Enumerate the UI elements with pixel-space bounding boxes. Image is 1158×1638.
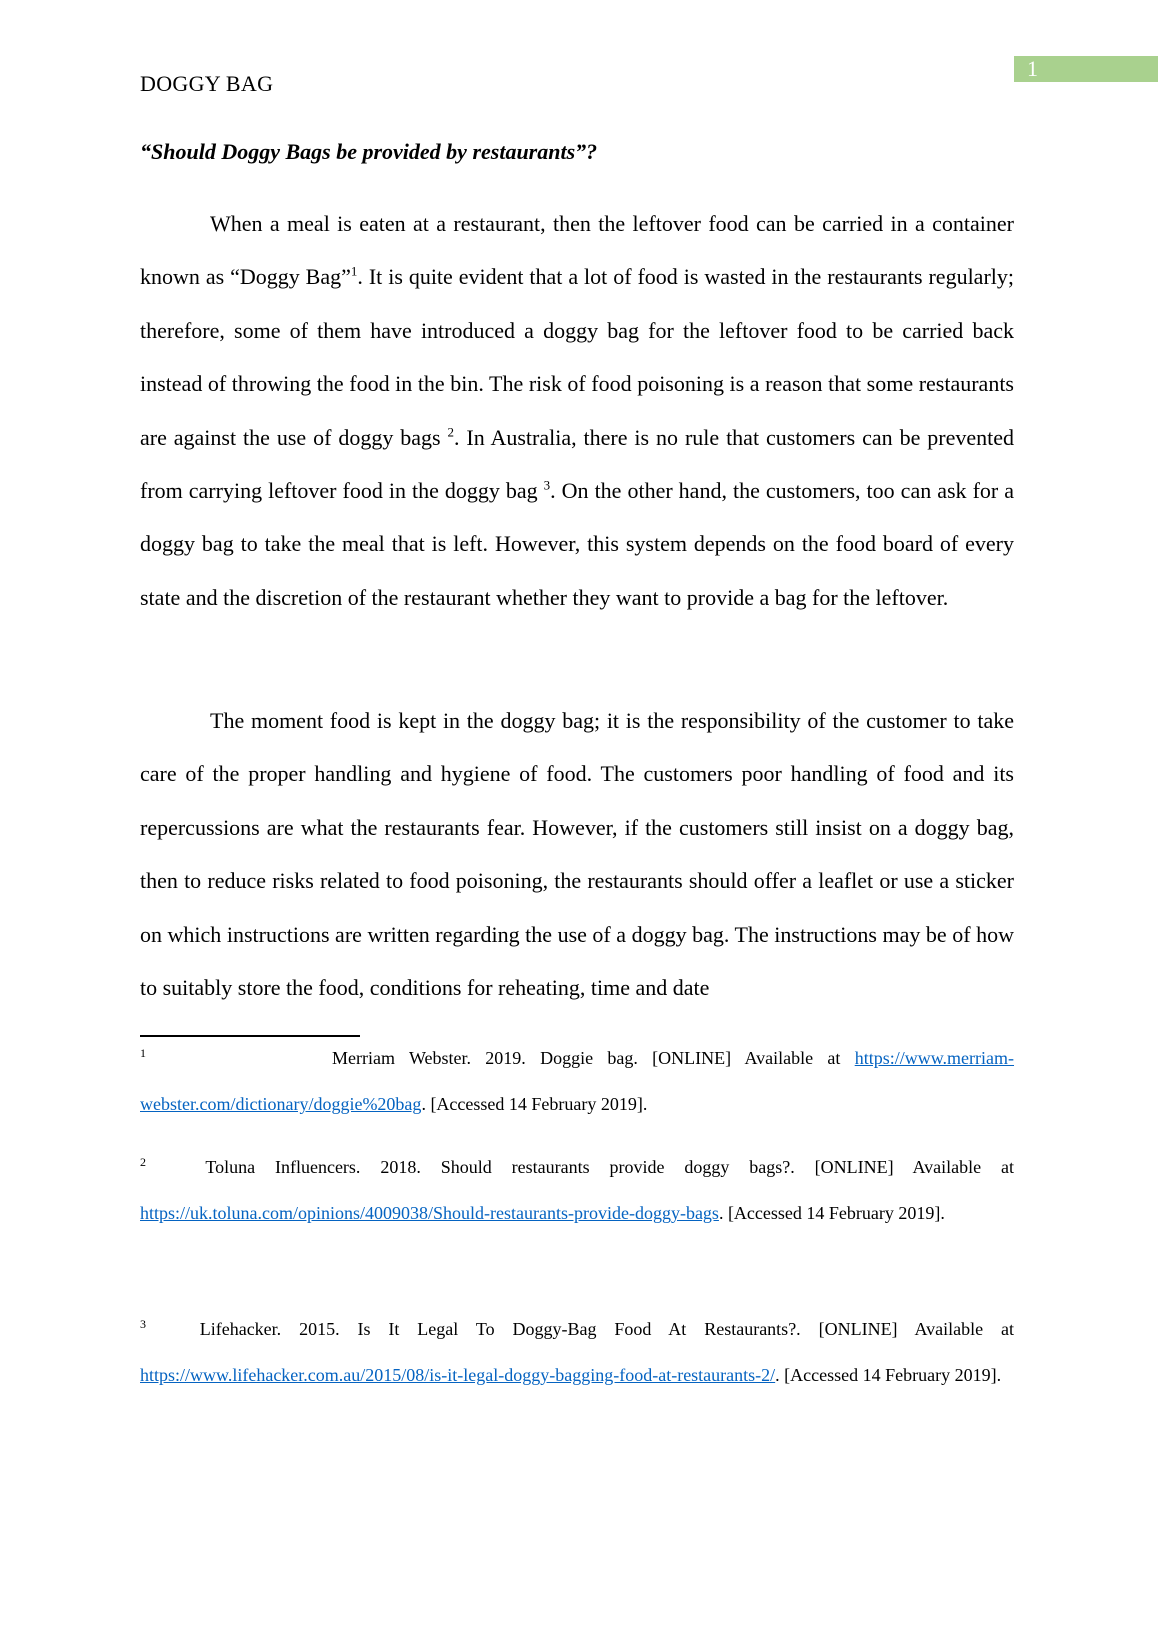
- page-number: 1: [1027, 56, 1038, 81]
- paragraph-1-part-2: . It is quite evident that a lot of food is wasted in the restaurants regularly; therefore, some of them have introduced a doggy bag for the leftover food to be carried back instead of throwing the food in the bin. The risk of food poisoning is a reason that some restaurants are against the use of doggy bags: [140, 264, 1014, 450]
- footnote-2: [140, 1144, 1014, 1236]
- footnote-text: Toluna Influencers. 2018. Should restaurants provide doggy bags?. [ONLINE] Available at: [205, 1157, 1014, 1177]
- footnote-number: 1: [140, 1046, 146, 1060]
- paragraph-1-part-1: When a meal is eaten at a restaurant, then the leftover food can be carried in a container known as “Doggy Bag”: [140, 211, 1014, 290]
- footnote-number: 2: [140, 1155, 146, 1169]
- footnote-link[interactable]: https://uk.toluna.com/opinions/4009038/Should-restaurants-provide-doggy-bags: [140, 1203, 719, 1223]
- footnote-number: 3: [140, 1317, 146, 1331]
- footnote-text: Merriam Webster. 2019. Doggie bag. [ONLINE] Available at: [331, 1048, 855, 1068]
- footnote-3: [140, 1306, 1014, 1398]
- paragraph-2: The moment food is kept in the doggy bag; it is the responsibility of the customer to take care of the proper handling and hygiene of food. The customers poor handling of food and its repercussions are what the restaurants fear. However, if the customers still insist on a doggy bag, then to reduce risks related to food poisoning, the restaurants should offer a leaflet or use a sticker on which instructions are written regarding the use of a doggy bag. The instructions may be of how to suitably store the food, conditions for reheating, time and date: [140, 708, 1014, 1001]
- footnote-accessed: . [Accessed 14 February 2019].: [421, 1094, 648, 1114]
- footnote-1: [140, 1035, 1014, 1127]
- footnote-accessed: . [Accessed 14 February 2019].: [718, 1203, 945, 1223]
- footnote-text: Lifehacker. 2015. Is It Legal To Doggy-Bag Food At Restaurants?. [ONLINE] Available at: [199, 1319, 1014, 1339]
- running-head: DOGGY BAG: [140, 71, 274, 96]
- footnote-ref-2[interactable]: 2: [447, 424, 454, 440]
- paragraph-1-part-3: . In Australia, there is no rule that customers can be prevented from carrying leftover food in the doggy bag: [140, 424, 1014, 504]
- paragraph-1: [140, 197, 1014, 624]
- footnote-ref-3[interactable]: 3: [543, 477, 551, 493]
- footnote-link[interactable]: https://www.merriam-webster.com/dictionary/doggie%20bag: [140, 1048, 1015, 1114]
- footnote-accessed: . [Accessed 14 February 2019].: [775, 1365, 1002, 1385]
- document-title: “Should Doggy Bags be provided by restaurants”?: [140, 139, 598, 164]
- footnote-ref-1[interactable]: 1: [350, 264, 358, 280]
- footnote-link[interactable]: https://www.lifehacker.com.au/2015/08/is-it-legal-doggy-bagging-food-at-restaurants-2/: [140, 1365, 776, 1385]
- paragraph-1-part-4: . On the other hand, the customers, too can ask for a doggy bag to take the meal that is left. However, this system depends on the food board of every state and the discretion of the restaurant whether they want to provide a bag for the leftover.: [140, 478, 1014, 610]
